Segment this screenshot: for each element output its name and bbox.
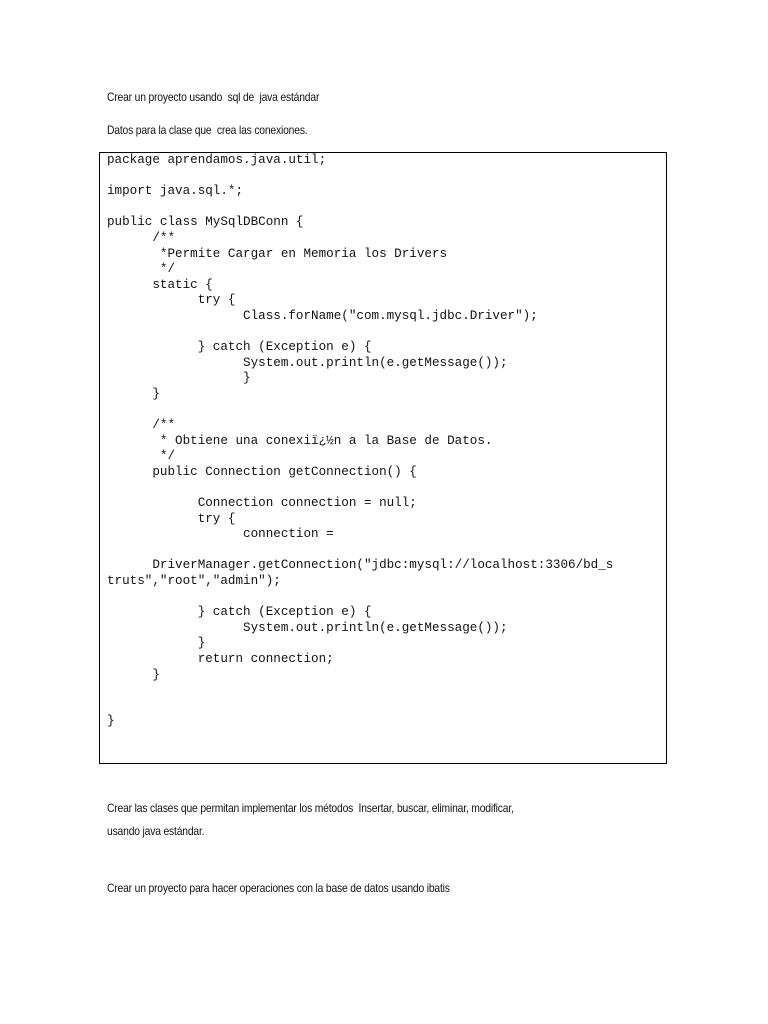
paragraph-proyecto-ibatis: Crear un proyecto para hacer operaciones con la base de datos usando ibatis — [107, 881, 450, 895]
heading-datos-clase-conexiones: Datos para la clase que crea las conexiones. — [107, 123, 308, 137]
code-block — [99, 152, 667, 764]
java-code-listing: package aprendamos.java.util; import java.sql.*; public class MySqlDBConn { /** *Permite Cargar en Memoria los Drivers */ static { try { Class.forName("com.mysql.jdbc.Driver"); } catch (Exception e) { System.out.println(e.getMessage()); } } /** * Obtiene una conexiï¿½n a la Base de Datos. */ public Connection getConnection() { Connection connection = null; try { connection = DriverManager.getConnection("jdbc:mysql://localhost:3306/bd_s truts","root","admin"); } catch (Exception e) { System.out.println(e.getMessage()); } return connection; } } — [107, 153, 614, 729]
heading-crear-proyecto-sql: Crear un proyecto usando sql de java estándar — [107, 90, 320, 104]
paragraph-crear-clases-metodos: Crear las clases que permitan implementar los métodos Insertar, buscar, eliminar, modificar, usando java estándar. — [107, 801, 514, 838]
